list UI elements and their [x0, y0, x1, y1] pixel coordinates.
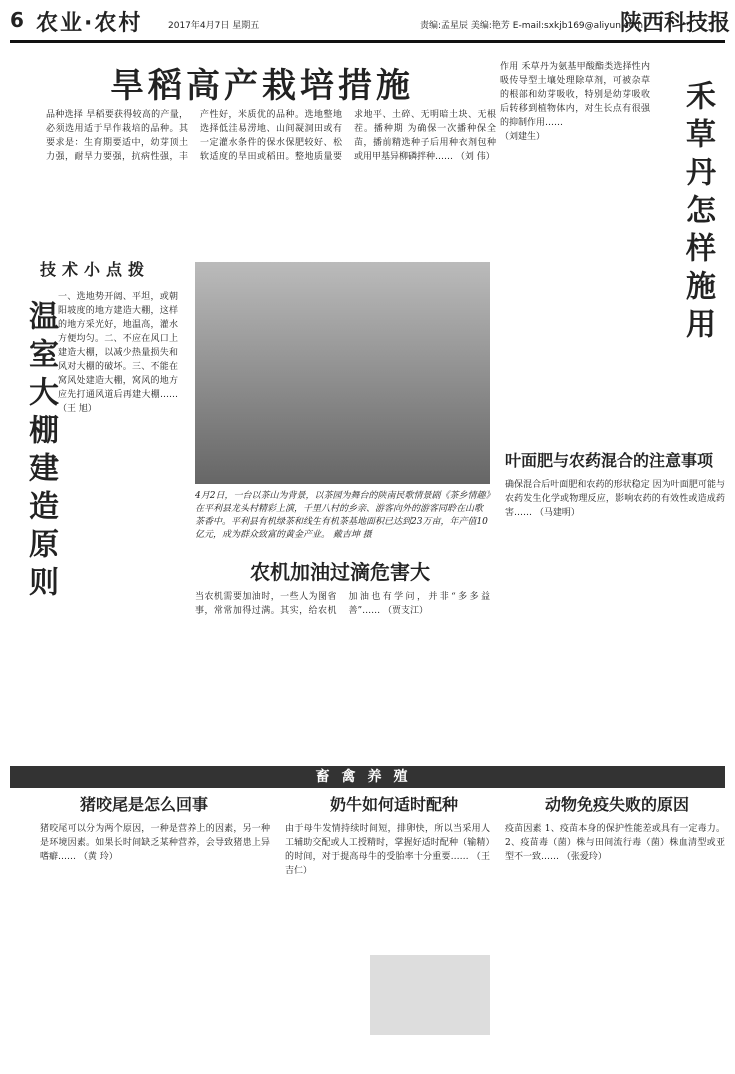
tips-band: 技术小点拨	[40, 260, 151, 279]
side-title: 禾草丹怎样施用	[680, 80, 715, 346]
page-number: 6	[10, 8, 24, 32]
pig-body: 猪咬尾可以分为两个原因，一种是营养上的因素，另一种是环境因素。如果长时间缺乏某种营养，会导致猪患上异嗜癖…… （黄 玲）	[40, 824, 270, 862]
section-band: 畜禽养殖	[10, 766, 725, 788]
editors: 责编:孟星辰 美编:艳芳 E-mail:sxkjb169@aliyun.com	[420, 21, 643, 31]
mix-title: 叶面肥与农药混合的注意事项	[505, 451, 714, 470]
masthead	[0, 0, 735, 44]
date: 2017年4月7日 星期五	[168, 21, 260, 31]
oil-body: 当农机需要加油时，一些人为图省事，常常加得过满。其实，给农机加油也有学问，并非“多多益善”…… （贾支江）	[195, 592, 490, 616]
cow-body: 由于母牛发情持续时间短，排卵快，所以当采用人工辅助交配或人工授精时，掌握好适时配种（输精）的时间，对于提高母牛的受胎率十分重要…… （王吉仁）	[285, 824, 490, 876]
cow-photo	[370, 955, 490, 1035]
tips-body: 一、选地势开阔、平坦，或朝阳坡度的地方建造大棚，这样的地方采光好，地温高，灌水方便均匀。二、不应在风口上建造大棚，以减少热量损失和风对大棚的破坏。三、不能在窝风处建造大棚，窝风的地方应先打通风道后再建大棚…… （王 旭）	[58, 292, 178, 414]
vaccine-body: 疫苗因素 1、疫苗本身的保护性能差或具有一定毒力。2、疫苗毒（菌）株与田间流行毒（菌）株血清型或亚型不一致…… （张爱玲）	[505, 824, 725, 862]
tips-title: 温室大棚建造原则	[23, 300, 58, 604]
side-body: 作用 禾草丹为氨基甲酸酯类选择性内吸传导型土壤处理除草剂，可被杂草的根部和幼芽吸收，特别是幼芽吸收后转移到植物体内，对生长点有很强的抑制作用…… （刘建生）	[500, 62, 650, 142]
main-body: 品种选择 旱稻要获得较高的产量，必须选用适于早作栽培的品种。其要求是：生育期要适中，幼芽顶土力强，耐旱力要强，抗病性强，丰产性好，米质优的品种。选地整地 选择低洼易涝地、山间凝洞田或有一定灌水条件的保水保肥较好、松软适度的旱田或稻田。整地质量要求地平、土碎、无明暗土块、无根茬。播种期 为确保一次播种保全苗，播前精选种子后用种衣剂包种或用甲基异柳磷拌种…… （刘 伟）	[46, 110, 496, 162]
oil-title: 农机加油过滴危害大	[250, 560, 430, 584]
header-rule	[10, 40, 725, 43]
cow-title: 奶牛如何适时配种	[330, 795, 459, 814]
photo-caption: 4月2日，一台以茶山为背景，以茶园为舞台的陕南民歌情景剧《茶乡情趣》在平利县龙头村精彩上演，千里八村的乡亲、游客向外的游客同聆在山歌茶香中。平利县有机绿茶和线生有机茶基地面积已达到23万亩，年产值10亿元，成为群众致富的黄金产业。 戴吉坤 摄	[195, 491, 490, 540]
main-headline: 旱稻高产栽培措施	[110, 66, 414, 106]
pig-title: 猪咬尾是怎么回事	[80, 795, 209, 814]
vaccine-title: 动物免疫失败的原因	[545, 795, 690, 814]
brand: 陕西科技报	[620, 10, 731, 36]
tea-photo	[195, 262, 490, 484]
section-title: 农业·农村	[36, 11, 143, 36]
mix-body: 确保混合后叶面肥和农药的形状稳定 因为叶面肥可能与农药发生化学或物理反应，影响农药的有效性或造成药害…… （马建明）	[505, 480, 725, 518]
